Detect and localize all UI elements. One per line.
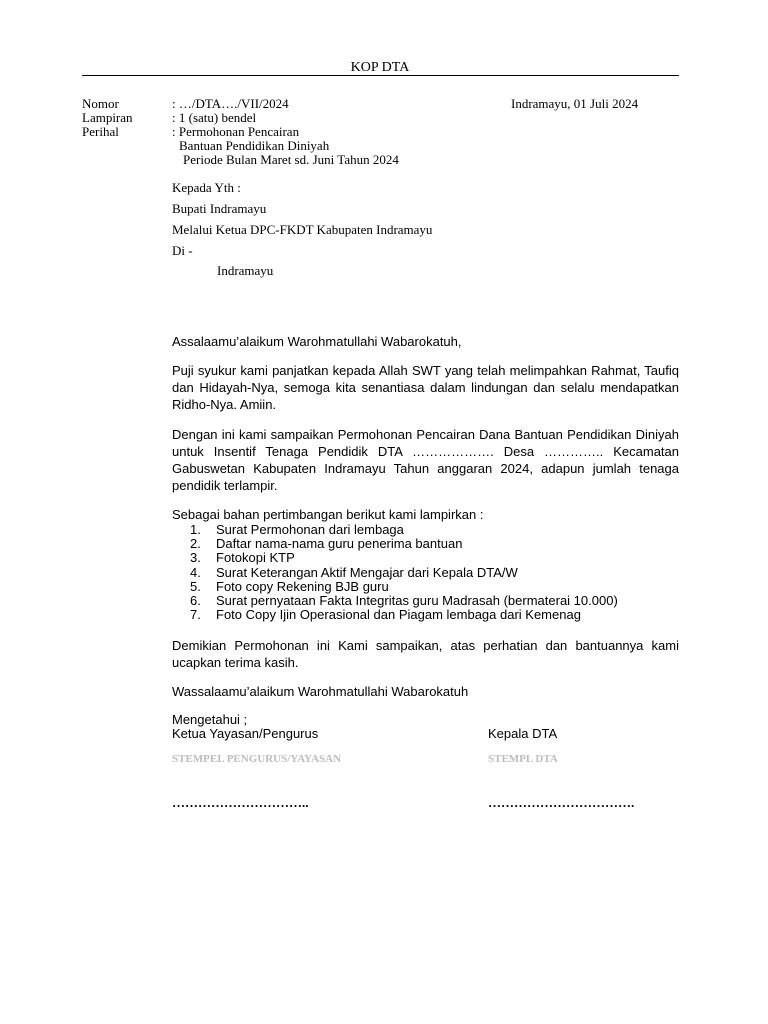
left-signer-title: Ketua Yayasan/Pengurus [172, 726, 319, 741]
paragraph-2: Dengan ini kami sampaikan Permohonan Pencairan Dana Bantuan Pendidikan Diniyah untuk Insentif Tenaga Pendidik DTA ………………. Desa ………….. Kecamatan Gabuswetan Kabupaten Indramayu Tahun anggaran 2024, adapun jumlah tenaga pendidik terlampir. [172, 427, 679, 493]
recipient-name: Bupati Indramayu [172, 201, 267, 216]
right-signature-line: ……………………………. [488, 795, 635, 810]
left-signature-line: ………………………….. [172, 795, 309, 810]
list-item: 2. Daftar nama-nama guru penerima bantuan [190, 536, 463, 552]
recipient-di: Di - [172, 243, 193, 258]
nomor-value: : …/DTA…./VII/2024 [172, 96, 289, 111]
list-item: 1. Surat Permohonan dari lembaga [190, 522, 404, 537]
closing-salam: Wassalaamu’alaikum Warohmatullahi Wabarokatuh [172, 684, 469, 699]
letterhead-rule [82, 75, 679, 76]
right-signer-title: Kepala DTA [488, 726, 558, 741]
list-item: 3. Fotokopi KTP [190, 550, 295, 566]
letterhead-title: KOP DTA [350, 60, 410, 75]
perihal-label: Perihal [82, 124, 119, 139]
left-stamp-placeholder: STEMPEL PENGURUS/YAYASAN [172, 753, 342, 765]
perihal-value: : Permohonan Pencairan [172, 124, 300, 139]
lampiran-label: Lampiran [82, 110, 133, 125]
list-item: 5. Foto copy Rekening BJB guru [190, 578, 389, 594]
perihal-line-2: Bantuan Pendidikan Diniyah [179, 138, 330, 153]
mengetahui-label: Mengetahui ; [172, 712, 248, 727]
list-item: 4. Surat Keterangan Aktif Mengajar dari Kepala DTA/W [190, 564, 518, 580]
attachment-list [190, 523, 618, 622]
greeting: Assalaamu’alaikum Warohmatullahi Wabarokatuh, [172, 334, 462, 349]
paragraph-1: Puji syukur kami panjatkan kepada Allah SWT yang telah melimpahkan Rahmat, Taufiq dan Hidayah-Nya, semoga kita senantiasa dalam lindungan dan selalu mendapatkan Ridho-Nya. Amiin. [172, 363, 679, 412]
recipient-to: Kepada Yth : [172, 180, 241, 195]
closing-paragraph: Demikian Permohonan ini Kami sampaikan, atas perhatian dan bantuannya kami ucapkan terima kasih. [172, 638, 679, 670]
right-stamp-placeholder: STEMPL DTA [488, 753, 558, 765]
list-intro: Sebagai bahan pertimbangan berikut kami lampirkan : [172, 507, 484, 522]
recipient-via: Melalui Ketua DPC-FKDT Kabupaten Indramayu [172, 222, 433, 237]
perihal-line-3: Periode Bulan Maret sd. Juni Tahun 2024 [183, 152, 399, 167]
recipient-city: Indramayu [217, 263, 274, 278]
place-date: Indramayu, 01 Juli 2024 [511, 96, 639, 111]
nomor-label: Nomor [82, 96, 119, 111]
list-item: 6. Surat pernyataan Fakta Integritas guru Madrasah (bermaterai 10.000) [190, 592, 618, 608]
lampiran-value: : 1 (satu) bendel [172, 110, 257, 125]
list-item: 7. Foto Copy Ijin Operasional dan Piagam lembaga dari Kemenag [190, 607, 581, 623]
